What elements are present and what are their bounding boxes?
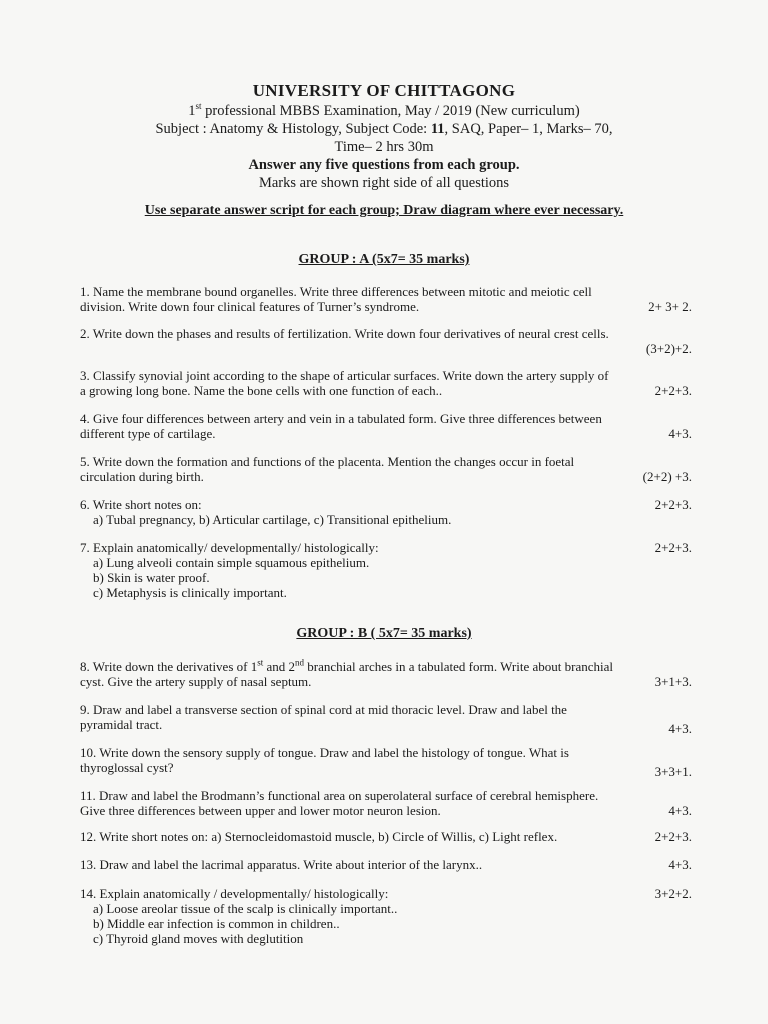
question-8: 8. Write down the derivatives of 1st and 2nd branchial arches in a tabulated form. Write about branchial cyst. Give the artery supply of nasal septum. 3+1+3.: [80, 657, 692, 689]
question-marks: 2+2+3.: [654, 540, 692, 555]
university-title: UNIVERSITY OF CHITTAGONG: [252, 81, 516, 100]
question-marks: (3+2)+2.: [645, 341, 692, 356]
question-marks: 2+2+3.: [654, 497, 692, 512]
question-7: 7. Explain anatomically/ developmentally/ histologically: 2+2+3. a) Lung alveoli contain simple squamous epithelium. b) Skin is water proof. c) Metaphysis is clinically important.: [80, 540, 692, 600]
question-marks: 4+3.: [668, 857, 692, 872]
question-13: 13. Draw and label the lacrimal apparatus. Write about interior of the larynx.. 4+3.: [80, 857, 692, 872]
question-11: 11. Draw and label the Brodmann’s functional area on superolateral surface of cerebral hemisphere. Give three differences between upper and lower motor neuron lesion. 4+3.: [80, 788, 692, 818]
subject-line: Subject : Anatomy & Histology, Subject Code: 11, SAQ, Paper– 1, Marks– 70,: [155, 121, 613, 137]
question-9: 9. Draw and label a transverse section of spinal cord at mid thoracic level. Draw and label the pyramidal tract. 4+3.: [80, 702, 692, 736]
question-2: 2. Write down the phases and results of fertilization. Write down four derivatives of neural crest cells. (3+2)+2.: [80, 326, 692, 356]
exam-header: [0, 80, 768, 192]
question-12: 12. Write short notes on: a) Sternocleidomastoid muscle, b) Circle of Willis, c) Light reflex. 2+2+3.: [80, 829, 692, 844]
question-marks: 2+ 3+ 2.: [648, 299, 692, 314]
question-6: 6. Write short notes on: 2+2+3. a) Tubal pregnancy, b) Articular cartilage, c) Transitional epithelium.: [80, 497, 692, 527]
question-3: 3. Classify synovial joint according to the shape of articular surfaces. Write down the artery supply of a growing long bone. Name the bone cells with one function of each.. 2+2+3.: [80, 368, 692, 398]
question-marks: 2+2+3.: [654, 829, 692, 844]
question-marks: 3+1+3.: [654, 674, 692, 689]
answer-instruction: Answer any five questions from each group.: [248, 157, 520, 173]
group-a-heading: GROUP : A (5x7= 35 marks): [298, 252, 470, 267]
question-marks: 3+2+2.: [654, 886, 692, 901]
question-1: 1. Name the membrane bound organelles. Write three differences between mitotic and meiotic cell division. Write down four clinical features of Turner’s syndrome. 2+ 3+ 2.: [80, 284, 692, 314]
marks-note: Marks are shown right side of all questions: [258, 175, 510, 191]
answer-script-instruction: Use separate answer script for each group; Draw diagram where ever necessary.: [144, 203, 624, 218]
question-marks: 4+3.: [668, 426, 692, 441]
time-line: Time– 2 hrs 30m: [334, 139, 434, 155]
question-5: 5. Write down the formation and functions of the placenta. Mention the changes occur in foetal circulation during birth. (2+2) +3.: [80, 454, 692, 484]
question-marks: 2+2+3.: [654, 383, 692, 398]
question-14: 14. Explain anatomically / developmentally/ histologically: 3+2+2. a) Loose areolar tissue of the scalp is clinically important.. b) Middle ear infection is common in children.. c) Thyroid gland moves with deglutition: [80, 886, 692, 946]
question-4: 4. Give four differences between artery and vein in a tabulated form. Give three differences between different type of cartilage. 4+3.: [80, 411, 692, 441]
question-marks: 4+3.: [668, 803, 692, 818]
exam-name: 1st professional MBBS Examination, May / 2019 (New curriculum): [188, 101, 580, 119]
question-marks: (2+2) +3.: [642, 469, 692, 484]
question-marks: 4+3.: [668, 721, 692, 736]
group-b-heading: GROUP : B ( 5x7= 35 marks): [296, 626, 472, 641]
question-marks: 3+3+1.: [654, 764, 692, 779]
question-10: 10. Write down the sensory supply of tongue. Draw and label the histology of tongue. What is thyroglossal cyst? 3+3+1.: [80, 745, 692, 779]
